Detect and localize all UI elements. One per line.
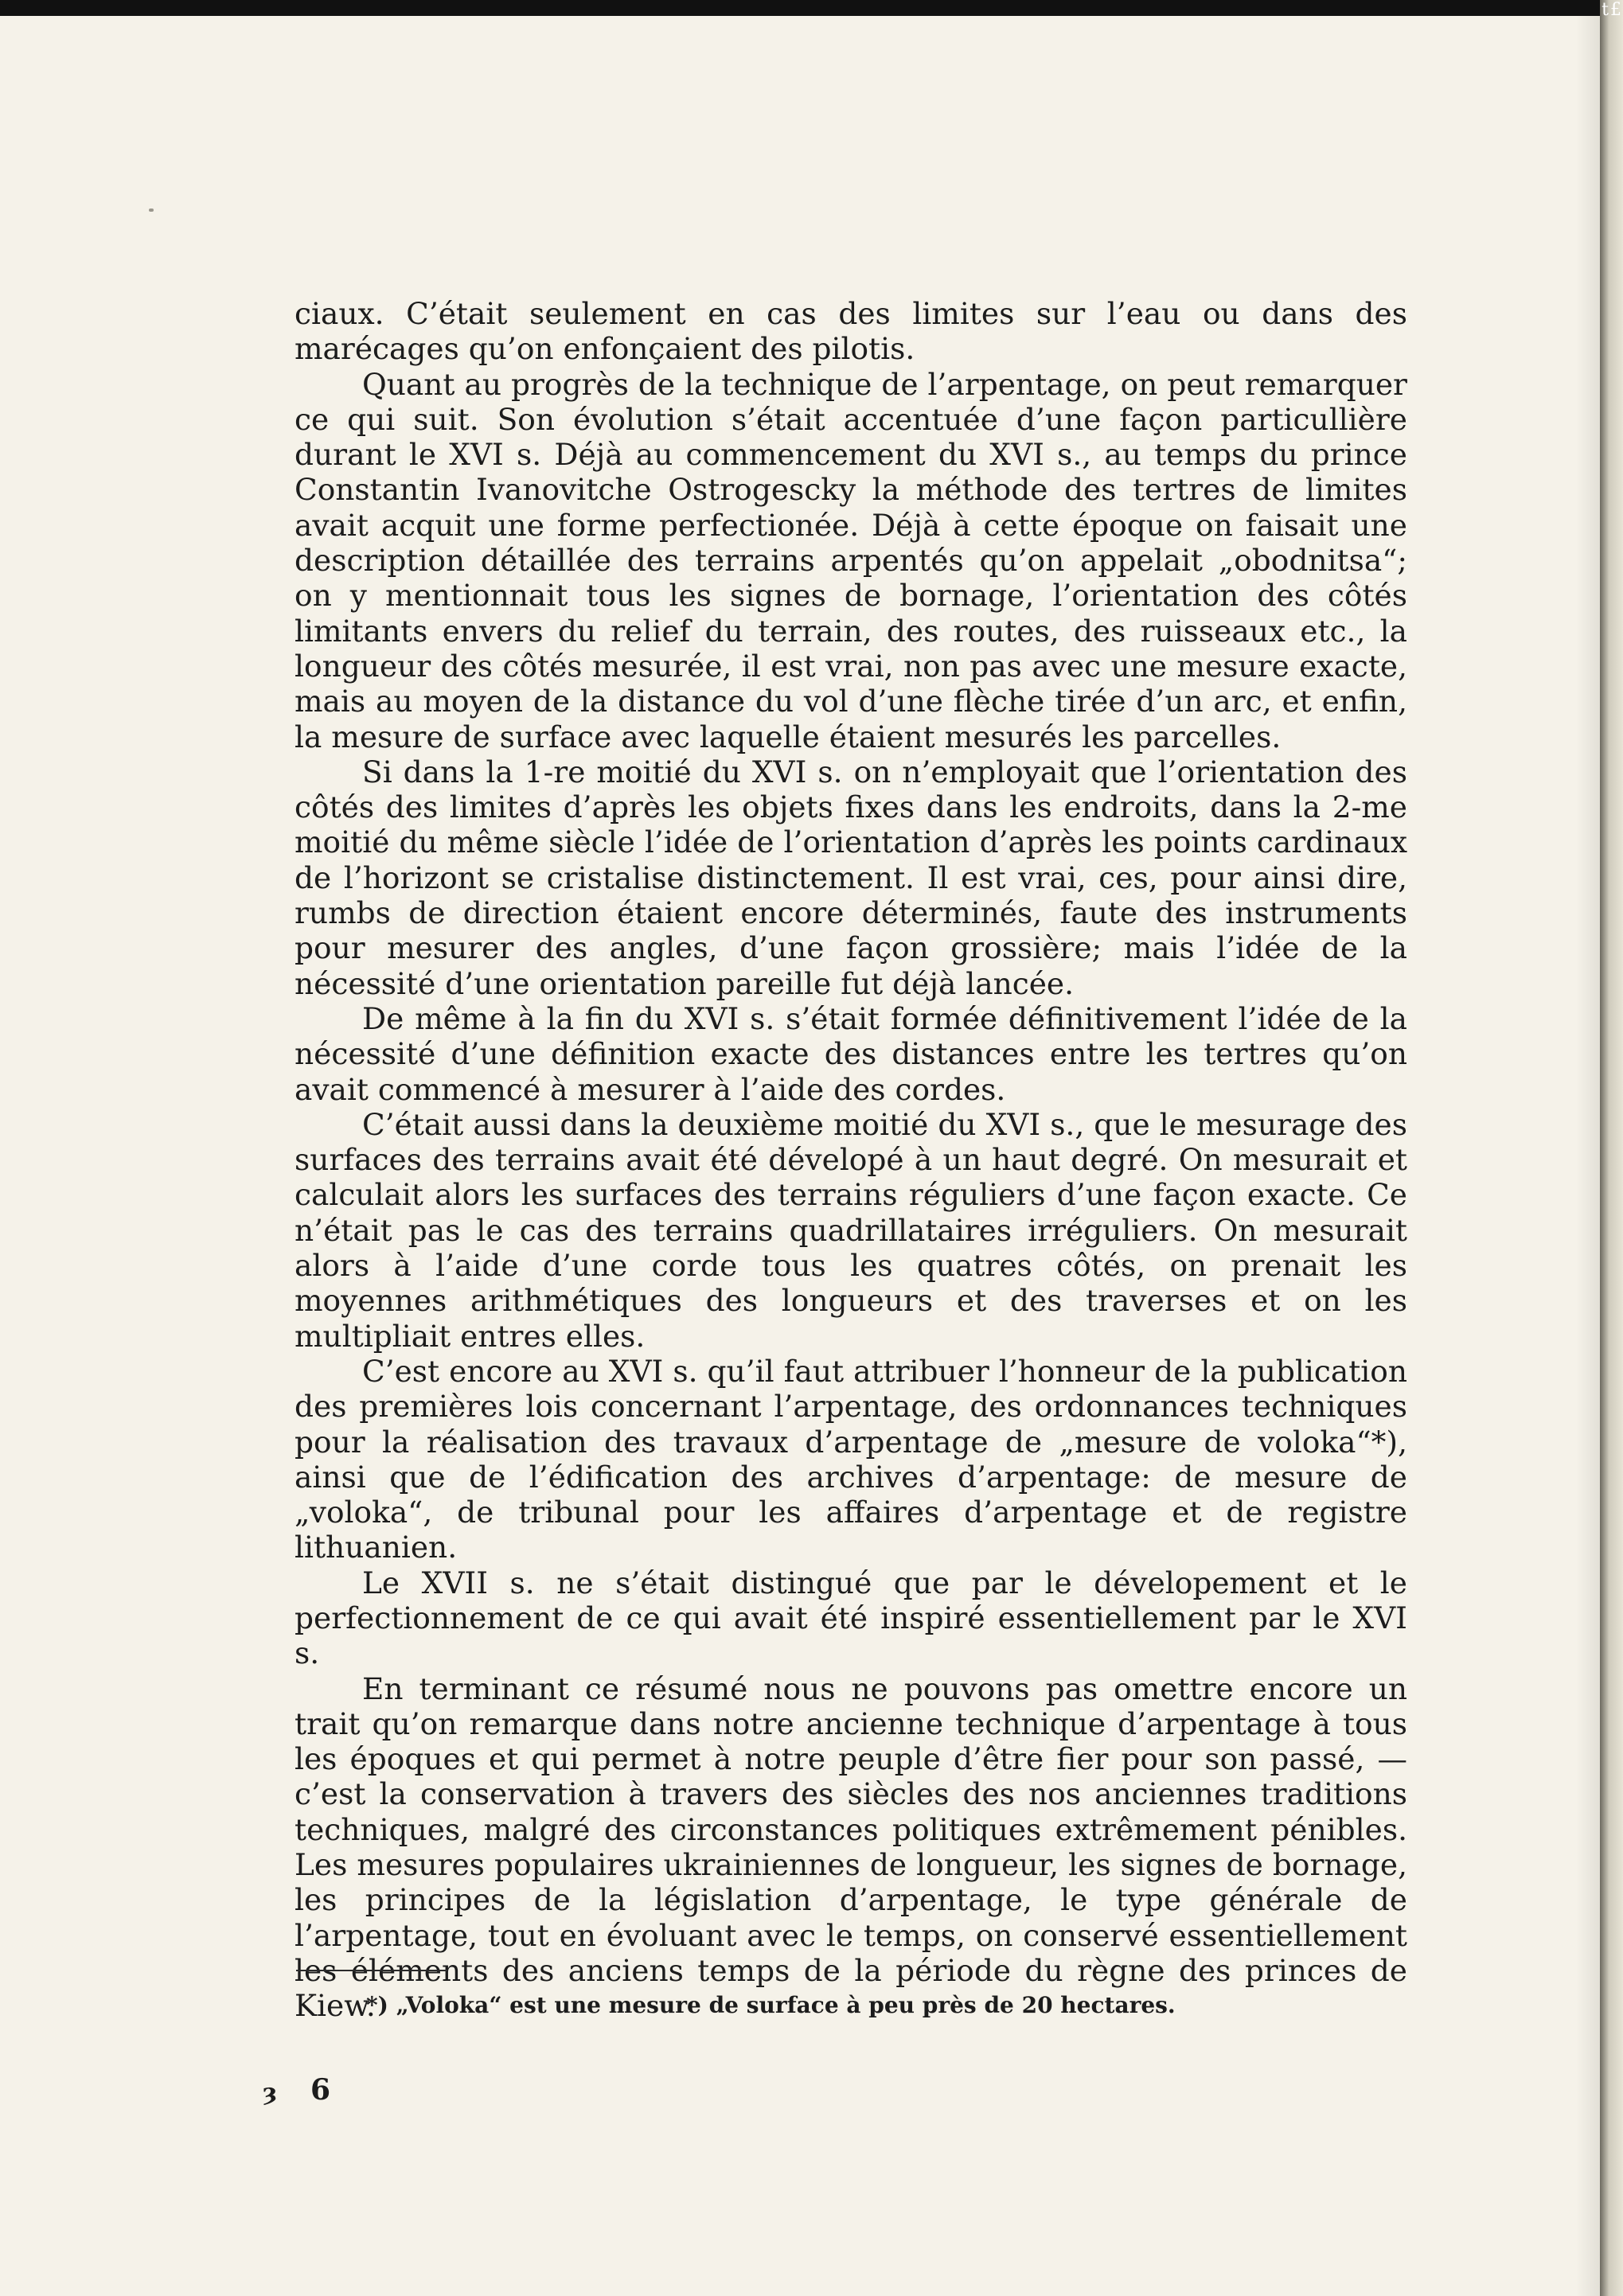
footnote: *) „Voloka“ est une mesure de surface à peu près de 20 hectares.: [366, 1992, 1176, 2018]
paragraph-7: Le XVII s. ne s’était distingué que par le dévelopement et le perfectionnement de ce qui avait été inspiré essentiellement par le XVI s.: [295, 1565, 1407, 1671]
paragraph-3: Si dans la 1-re moitié du XVI s. on n’employait que l’orientation des côtés des limites d’après les objets fixes dans les endroits, dans la 2-me moitié du même siècle l’idée de l’orientation d’après les points cardinaux de l’horizont se cristalise distinctement. Il est vrai, ces, pour ainsi dire, rumbs de direction étaient encore déterminés, faute des instruments pour mesurer des angles, d’une façon grossière; mais l’idée de la nécessité d’une orientation pareille fut déjà lancée.: [295, 754, 1407, 1001]
scanned-page: [0, 16, 1600, 2296]
page-shadow: [1576, 16, 1600, 2296]
page-number: 6: [310, 2073, 331, 2107]
footnote-divider: [296, 1970, 447, 1971]
paragraph-4: De même à la fin du XVI s. s’était formée définitivement l’idée de la nécessité d’une définition exacte des distances entre les tertres qu’on avait commencé à mesurer à l’aide des cordes.: [295, 1000, 1407, 1107]
paragraph-5: C’était aussi dans la deuxième moitié du XVI s., que le mesurage des surfaces des terrains avait été dévelopé à un haut degré. On mesurait et calculait alors les surfaces des terrains réguliers d’une façon exacte. Ce n’était pas le cas des terrains quadrillataires irréguliers. On mesurait alors à l’aide d’une corde tous les quatres côtés, on prenait les moyennes arithmétiques des longueurs et des traverses et on les multipliait entres elles.: [295, 1106, 1407, 1354]
scan-edge: [1600, 0, 1623, 2296]
paragraph-2: Quant au progrès de la technique de l’arpentage, on peut remarquer ce qui suit. Son évolution s’était accentuée d’une façon particullière durant le XVI s. Déjà au commencement du XVI s., au temps du prince Constantin Ivanovitche Ostrogescky la méthode des tertres de limites avait acquit une forme perfectionée. Déjà à cette époque on faisait une description détaillée des terrains arpentés qu’on appelait „obodnitsa“; on y mentionnait tous les signes de bornage, l’orientation des côtés limitants envers du relief du terrain, des routes, des ruisseaux etc., la longueur des côtés mesurée, il est vrai, non pas avec une mesure exacte, mais au moyen de la distance du vol d’une flèche tirée d’un arc, et enfin, la mesure de surface avec laquelle étaient mesurés les parcelles.: [295, 366, 1407, 754]
paragraph-8: En terminant ce résumé nous ne pouvons pas omettre encore un trait qu’on remarque dans notre ancienne technique d’arpentage à tous les époques et qui permet à notre peuple d’être fier pour son passé, — c’est la conservation à travers des siècles des nos anciennes traditions techniques, malgré des circonstances politiques extrêmement pénibles. Les mesures populaires ukrainiennes de longueur, les signes de bornage, les principes de la législation d’arpentage, le type générale de l’arpentage, tout en évoluant avec le temps, on conservé essentiellement les éléments des anciens temps de la période du règne des princes de Kiew.: [295, 1670, 1407, 2024]
corner-mark: t£: [1602, 0, 1623, 20]
paragraph-1: ciaux. C’était seulement en cas des limites sur l’eau ou dans des marécages qu’on enfonçaient des pilotis.: [295, 296, 1407, 367]
body-text: [295, 296, 1407, 2024]
page-mark: ȝ: [263, 2079, 278, 2107]
paragraph-6: C’est encore au XVI s. qu’il faut attribuer l’honneur de la publication des premières lois concernant l’arpentage, des ordonnances techniques pour la réalisation des travaux d’arpentage de „mesure de voloka“*), ainsi que de l’édification des archives d’arpentage: de mesure de „voloka“, de tribunal pour les affaires d’arpentage et de registre lithuanien.: [295, 1353, 1407, 1565]
paper-speck: [149, 209, 154, 212]
